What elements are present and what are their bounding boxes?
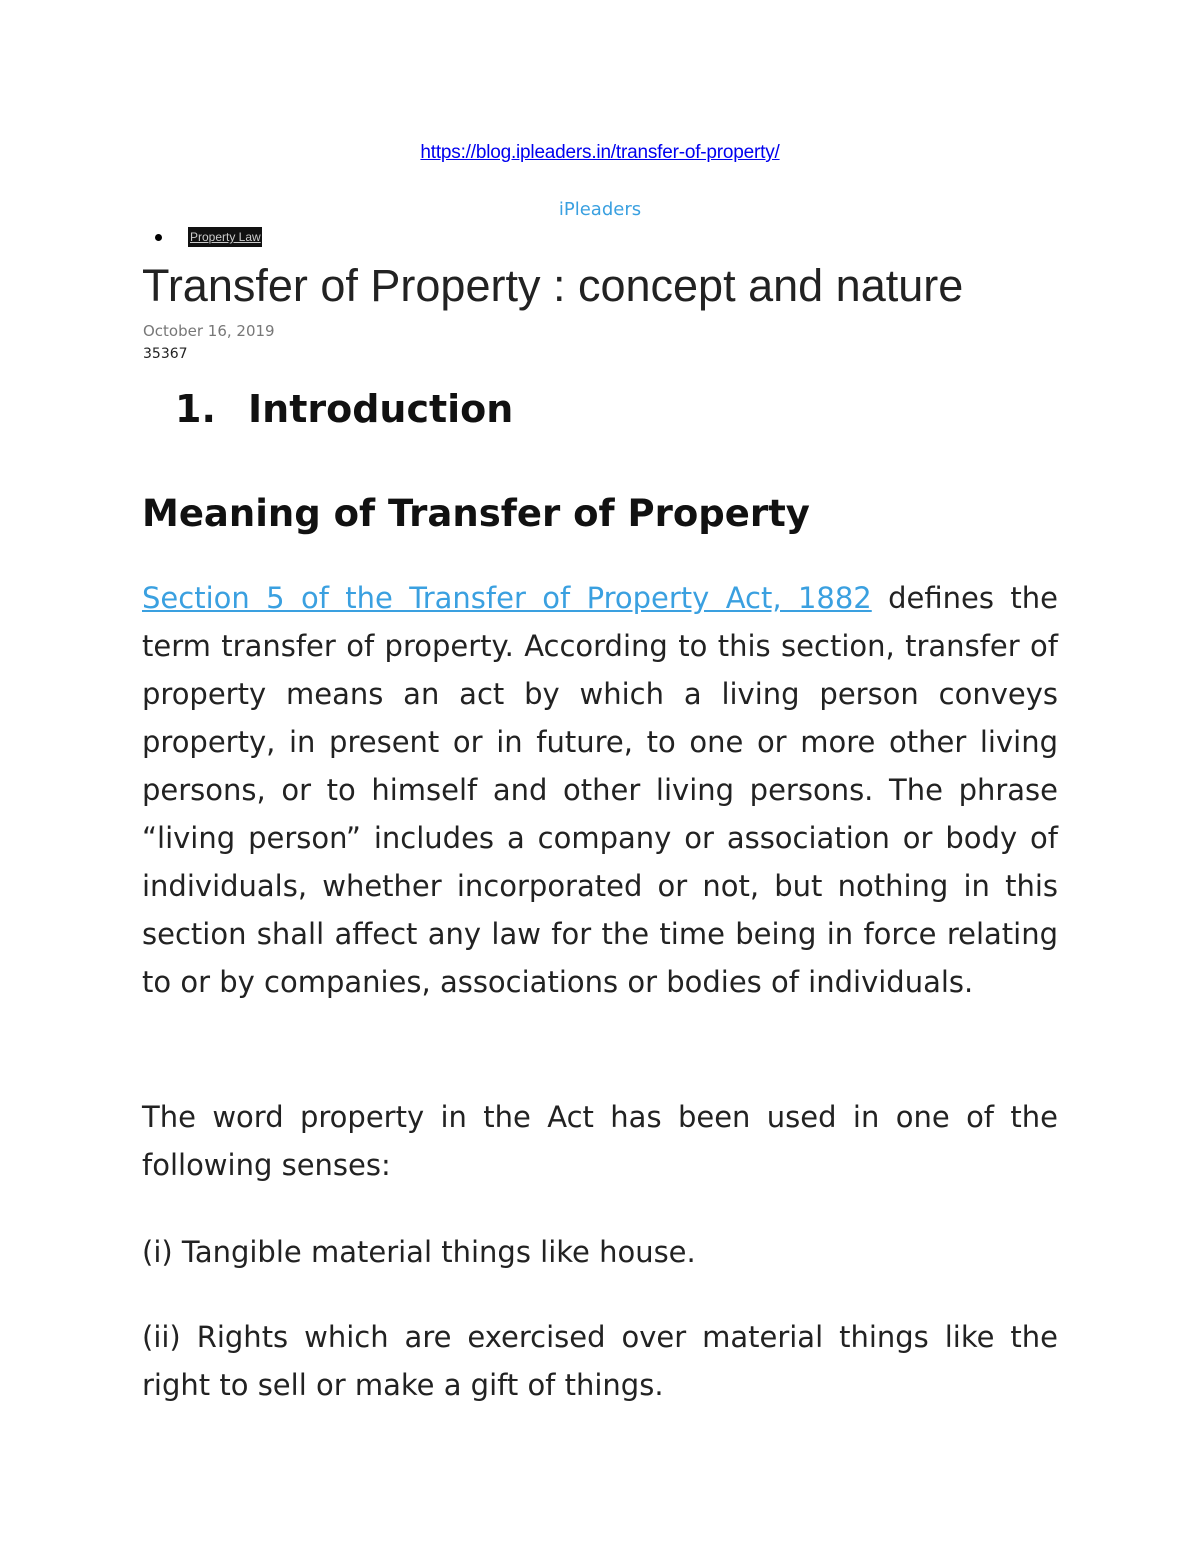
bullet-icon [155,234,162,241]
paragraph-sense-i: (i) Tangible material things like house. [142,1235,696,1269]
section-5-link[interactable]: Section 5 of the Transfer of Property Act, 1882 [142,581,872,615]
section-number: 1. [175,387,216,431]
post-date: October 16, 2019 [143,322,275,340]
site-name: iPleaders [558,199,642,220]
paragraph-definition [142,574,1058,1006]
subheading: Meaning of Transfer of Property [142,492,810,535]
paragraph-definition-text: defines the term transfer of property. According to this section, transfer of property means an act by which a living person conveys property, in present or in future, to one or more other living persons, or to himself and other living persons. The phrase “living person” includes a company or association or body of individuals, whether incorporated or not, but nothing in this section shall affect any law for the time being in force relating to or by companies, associations or bodies of individuals. [142,581,1058,999]
section-title: Introduction [248,387,514,431]
section-heading [175,387,513,431]
category-tag-link[interactable]: Property Law [188,227,262,247]
article-title: Transfer of Property : concept and nature [142,260,964,311]
paragraph-sense-ii: (ii) Rights which are exercised over material things like the right to sell or make a gift of things. [142,1320,1058,1402]
source-url-link[interactable]: https://blog.ipleaders.in/transfer-of-property/ [420,142,780,163]
view-count: 35367 [143,346,188,362]
category-list [155,226,262,248]
paragraph-senses: The word property in the Act has been used in one of the following senses: [142,1100,1058,1182]
